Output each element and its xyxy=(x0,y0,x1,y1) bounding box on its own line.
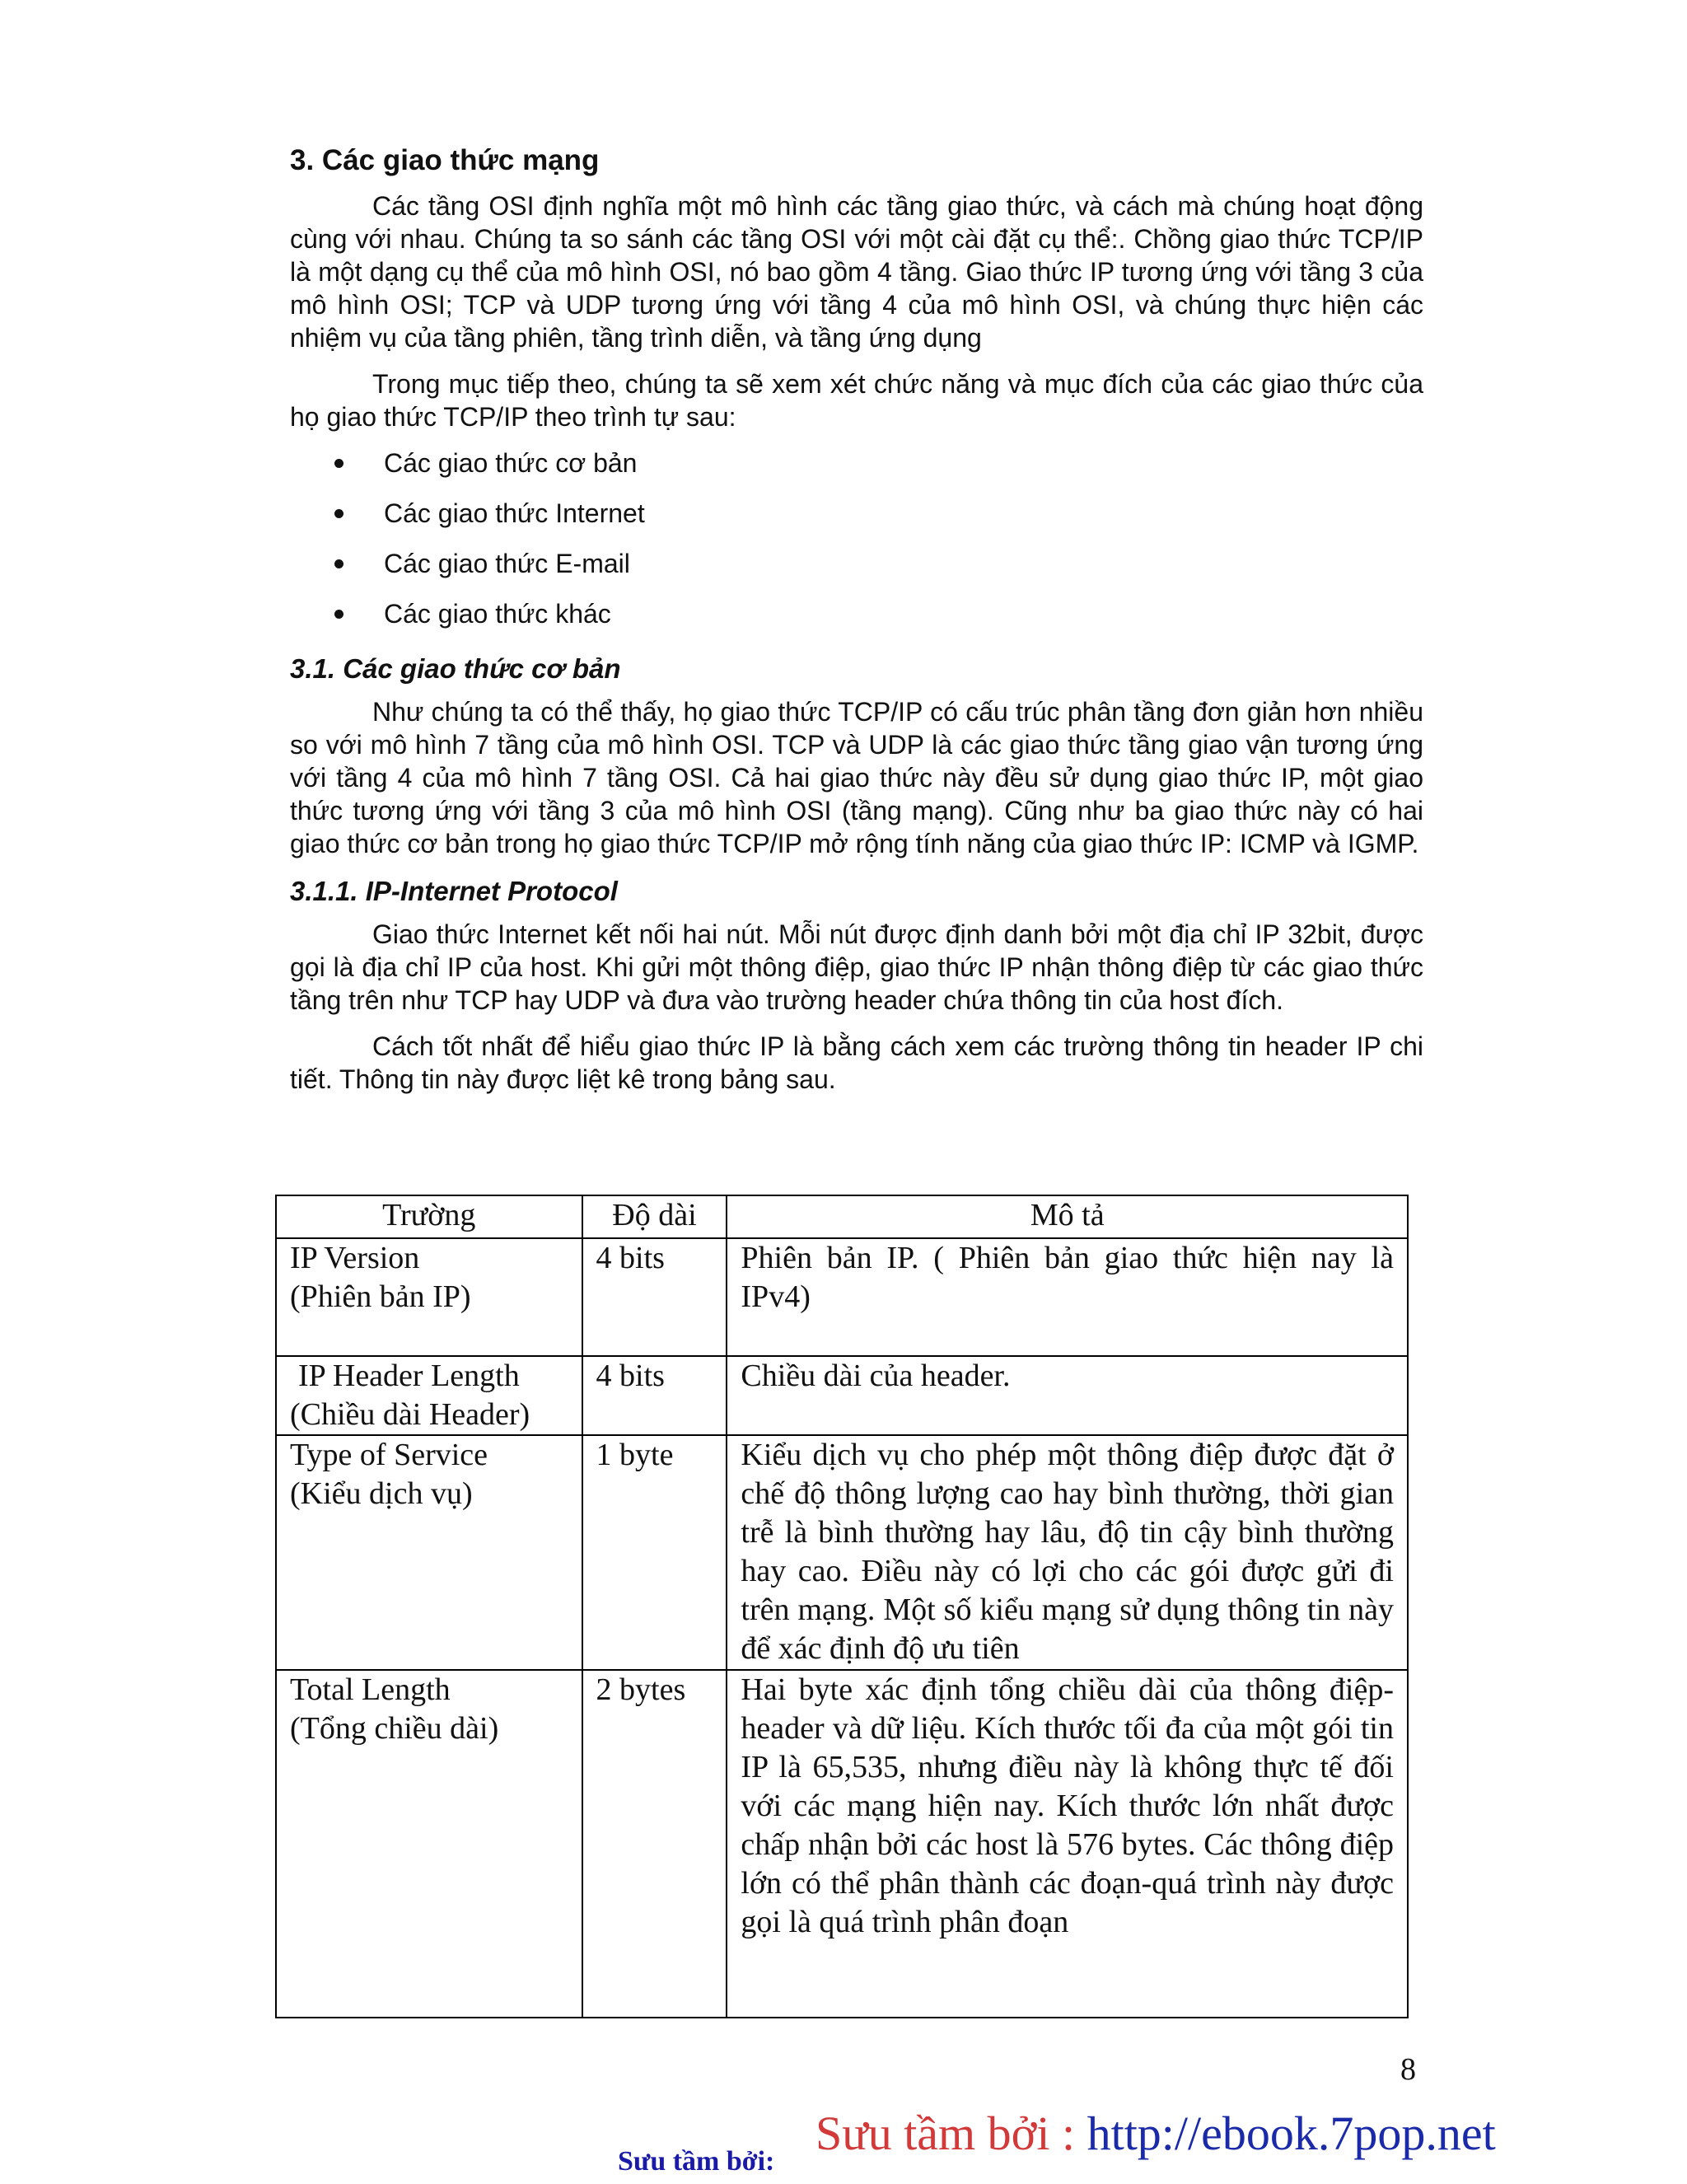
bullet-icon xyxy=(334,610,343,619)
table-row xyxy=(276,1670,1408,2018)
table-row xyxy=(276,1435,1408,1670)
list-item xyxy=(290,447,1423,497)
field-subname: (Phiên bản IP) xyxy=(290,1279,471,1314)
watermark-url: http://ebook.7pop.net xyxy=(1087,2107,1496,2160)
list-item xyxy=(290,547,1423,597)
description-cell: Phiên bản IP. ( Phiên bản giao thức hiện nay là IPv4) xyxy=(727,1238,1408,1356)
field-cell xyxy=(276,1238,582,1356)
table-row xyxy=(276,1356,1408,1435)
subsection-title: 3.1.1. IP-Internet Protocol xyxy=(290,876,618,906)
page-number: 8 xyxy=(1400,2052,1416,2087)
paragraph: Trong mục tiếp theo, chúng ta sẽ xem xét chức năng và mục đích của các giao thức của họ giao thức TCP/IP theo trình tự sau: xyxy=(290,369,1423,432)
field-subname: (Kiểu dịch vụ) xyxy=(290,1476,473,1511)
column-header-description: Mô tả xyxy=(727,1195,1408,1238)
section-title: 3. Các giao thức mạng xyxy=(290,144,600,176)
paragraph: Giao thức Internet kết nối hai nút. Mỗi nút được định danh bởi một địa chỉ IP 32bit, được gọi là địa chỉ IP của host. Khi gửi một thông điệp, giao thức IP nhận thông điệp từ các giao thức tầng trên như TCP hay UDP và đưa vào trường header chứa thông tin của host đích. xyxy=(290,919,1423,1015)
list-item-text: Các giao thức cơ bản xyxy=(384,448,638,478)
field-name: Type of Service xyxy=(290,1438,488,1472)
table-row xyxy=(276,1238,1408,1356)
paragraph: Các tầng OSI định nghĩa một mô hình các tầng giao thức, và cách mà chúng hoạt động cùng với nhau. Chúng ta so sánh các tầng OSI với một cài đặt cụ thể:. Chồng giao thức TCP/IP là một dạng cụ thể của mô hình OSI, nó bao gồm 4 tầng. Giao thức IP tương ứng với tầng 3 của mô hình OSI; TCP và UDP tương ứng với tầng 4 của mô hình OSI, và chúng thực hiện các nhiệm vụ của tầng phiên, tầng trình diễn, và tầng ứng dụng xyxy=(290,191,1423,353)
bullet-icon xyxy=(334,509,343,518)
list-item-text: Các giao thức Internet xyxy=(384,498,645,528)
field-cell xyxy=(276,1670,582,2018)
table-header-row xyxy=(276,1195,1408,1238)
field-subname: (Chiều dài Header) xyxy=(290,1397,530,1432)
protocol-list xyxy=(290,447,1423,648)
document-body xyxy=(290,142,1423,1109)
field-cell xyxy=(276,1435,582,1670)
length-cell: 4 bits xyxy=(582,1238,727,1356)
field-name: Total Length xyxy=(290,1672,451,1707)
field-name: IP Header Length xyxy=(298,1359,520,1393)
subsection-title: 3.1. Các giao thức cơ bản xyxy=(290,653,621,684)
description-cell: Hai byte xác định tổng chiều dài của thông điệp-header và dữ liệu. Kích thước tối đa của một gói tin IP là 65,535, nhưng điều này là không thực tế đối với các mạng hiện nay. Kích thước lớn nhất được chấp nhận bởi các host là 576 bytes. Các thông điệp lớn có thể phân thành các đoạn-quá trình này được gọi là quá trình phân đoạn xyxy=(727,1670,1408,2018)
list-item-text: Các giao thức khác xyxy=(384,599,611,629)
description-cell: Chiều dài của header. xyxy=(727,1356,1408,1435)
field-subname: (Tổng chiều dài) xyxy=(290,1711,499,1746)
column-header-length: Độ dài xyxy=(582,1195,727,1238)
description-cell: Kiểu dịch vụ cho phép một thông điệp được đặt ở chế độ thông lượng cao hay bình thường, thời gian trễ là bình thường hay lâu, độ tin cậy bình thường hay cao. Điều này có lợi cho các gói được gửi đi trên mạng. Một số kiểu mạng sử dụng thông tin này để xác định độ ưu tiên xyxy=(727,1435,1408,1670)
field-cell xyxy=(276,1356,582,1435)
list-item xyxy=(290,497,1423,547)
bullet-icon xyxy=(334,559,343,568)
length-cell: 1 byte xyxy=(582,1435,727,1670)
column-header-field: Trường xyxy=(276,1195,582,1238)
length-cell: 2 bytes xyxy=(582,1670,727,2018)
ip-header-table xyxy=(275,1195,1409,2018)
paragraph: Như chúng ta có thể thấy, họ giao thức TCP/IP có cấu trúc phân tầng đơn giản hơn nhiều so với mô hình 7 tầng của mô hình OSI. TCP và UDP là các giao thức tầng giao vận tương ứng với tầng 4 của mô hình 7 tầng OSI. Cả hai giao thức này đều sử dụng giao thức IP, một giao thức tương ứng với tầng 3 của mô hình OSI (tầng mạng). Cũng như ba giao thức này có hai giao thức cơ bản trong họ giao thức TCP/IP mở rộng tính năng của giao thức IP: ICMP và IGMP. xyxy=(290,697,1423,858)
watermark-prefix: Sưu tầm bởi : xyxy=(815,2107,1087,2160)
field-name: IP Version xyxy=(290,1241,420,1275)
list-item-text: Các giao thức E-mail xyxy=(384,549,630,578)
bullet-icon xyxy=(334,459,343,468)
length-cell: 4 bits xyxy=(582,1356,727,1435)
paragraph: Cách tốt nhất để hiểu giao thức IP là bằng cách xem các trường thông tin header IP chi tiết. Thông tin này được liệt kê trong bảng sau. xyxy=(290,1031,1423,1094)
collector-label: Sưu tầm bởi: xyxy=(618,2146,775,2177)
watermark xyxy=(815,2106,1496,2161)
list-item xyxy=(290,597,1423,648)
